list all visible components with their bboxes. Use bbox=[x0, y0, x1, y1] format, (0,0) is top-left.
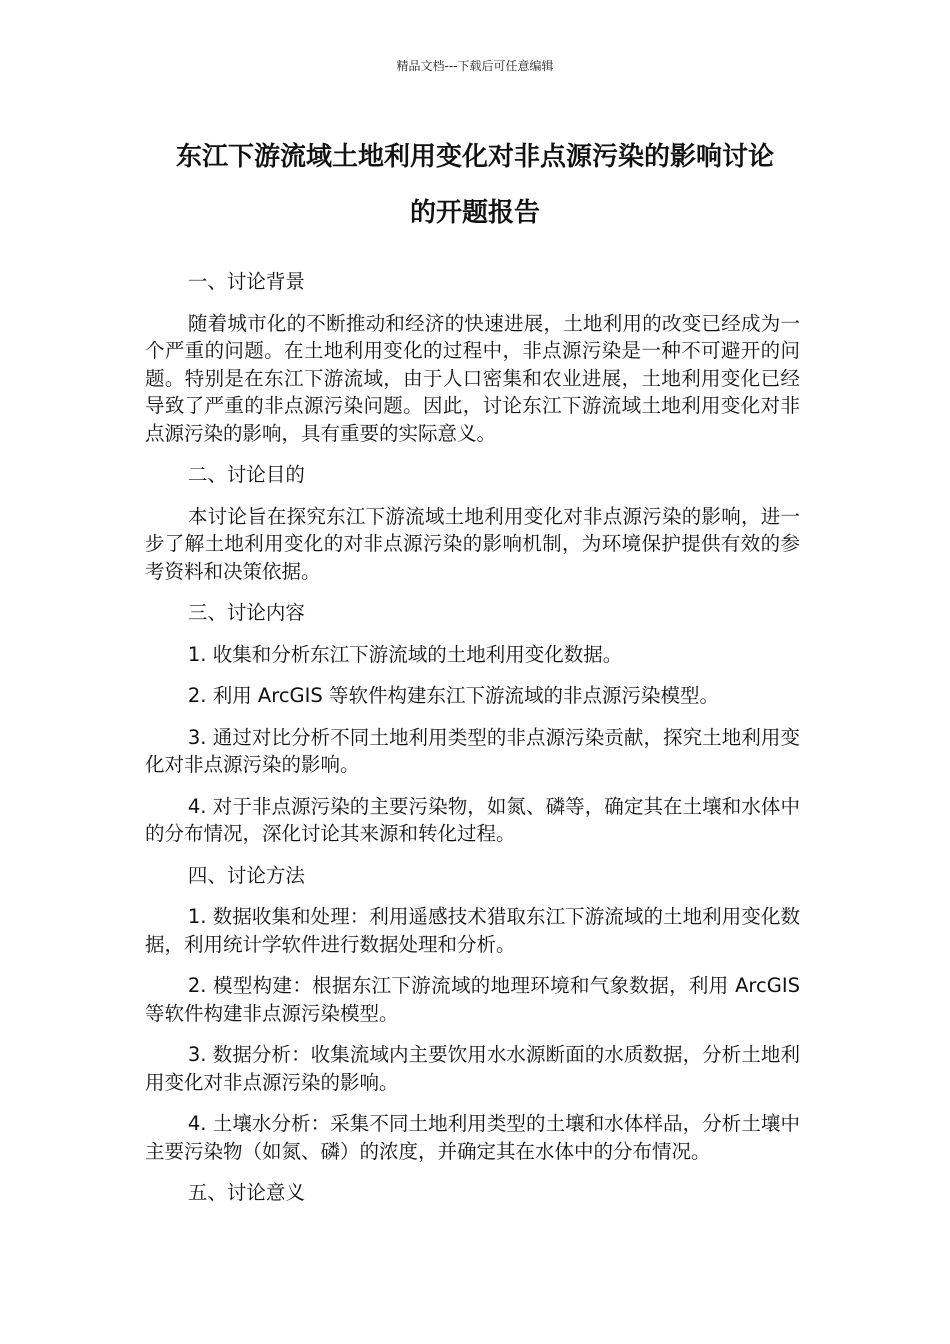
background-paragraph: 随着城市化的不断推动和经济的快速进展，土地利用的改变已经成为一个严重的问题。在土地利用变化的过程中，非点源污染是一种不可避开的问题。特别是在东江下游流域，由于人口密集和农业进展，土地利用变化已经导致了严重的非点源污染问题。因此，讨论东江下游流域土地利用变化对非点源污染的影响，具有重要的实际意义。 bbox=[145, 311, 800, 445]
method-item-1: 1. 数据收集和处理：利用遥感技术猎取东江下游流域的土地利用变化数据，利用统计学软件进行数据处理和分析。 bbox=[145, 905, 800, 956]
page-header: 精品文档---下载后可任意编辑 bbox=[396, 59, 554, 73]
content-item-2: 2. 利用 ArcGIS 等软件构建东江下游流域的非点源污染模型。 bbox=[187, 684, 719, 707]
purpose-paragraph: 本讨论旨在探究东江下游流域土地利用变化对非点源污染的影响，进一步了解土地利用变化的对非点源污染的影响机制，为环境保护提供有效的参考资料和决策依据。 bbox=[145, 504, 800, 583]
document-title-line-2: 的开题报告 bbox=[409, 198, 540, 228]
document-body bbox=[145, 268, 800, 1221]
section-heading-content: 三、讨论内容 bbox=[187, 601, 305, 624]
method-item-4: 4. 土壤水分析：采集不同土地利用类型的土壤和水体样品，分析土壤中主要污染物（如氮、磷）的浓度，并确定其在水体中的分布情况。 bbox=[145, 1112, 800, 1163]
content-item-1: 1. 收集和分析东江下游流域的土地利用变化数据。 bbox=[187, 642, 623, 666]
method-item-3: 3. 数据分析：收集流域内主要饮用水水源断面的水质数据，分析土地利用变化对非点源污染的影响。 bbox=[145, 1043, 800, 1094]
content-item-4: 4. 对于非点源污染的主要污染物，如氮、磷等，确定其在土壤和水体中的分布情况，深化讨论其来源和转化过程。 bbox=[145, 794, 800, 845]
section-heading-significance: 五、讨论意义 bbox=[187, 1181, 305, 1204]
section-heading-purpose: 二、讨论目的 bbox=[187, 463, 305, 486]
content-item-3: 3. 通过对比分析不同土地利用类型的非点源污染贡献，探究土地利用变化对非点源污染的影响。 bbox=[145, 725, 800, 776]
section-heading-background: 一、讨论背景 bbox=[187, 270, 305, 293]
section-heading-method: 四、讨论方法 bbox=[187, 863, 305, 887]
method-item-2: 2. 模型构建：根据东江下游流域的地理环境和气象数据，利用 ArcGIS 等软件构建非点源污染模型。 bbox=[145, 974, 800, 1025]
document-title-line-1: 东江下游流域土地利用变化对非点源污染的影响讨论 bbox=[175, 142, 774, 172]
